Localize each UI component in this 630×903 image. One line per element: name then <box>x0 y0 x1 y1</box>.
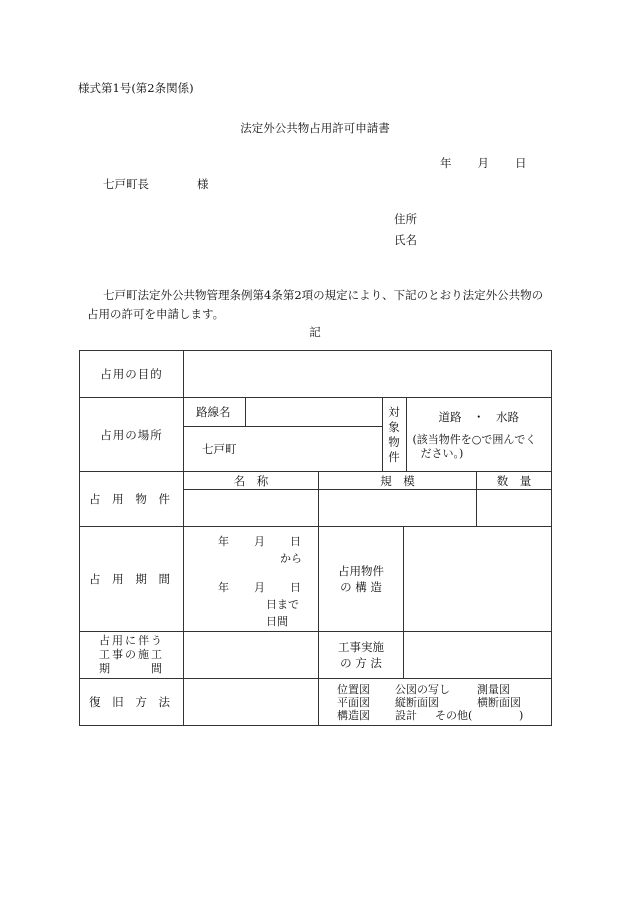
method-label-2: の 方 法 <box>340 656 382 670</box>
structure-label-2: の 構 造 <box>340 580 382 594</box>
period-to-year: 年 <box>218 581 229 594</box>
form-number: 様式第1号(第2条関係) <box>78 81 194 95</box>
restore-field[interactable] <box>184 679 319 726</box>
object-label: 占 用 物 件 <box>80 472 184 527</box>
object-qty-field[interactable] <box>477 490 552 527</box>
address-label: 住所 <box>394 212 417 226</box>
target-char: 対 <box>388 404 400 419</box>
purpose-label: 占用の目的 <box>80 351 184 398</box>
application-table <box>79 350 552 726</box>
method-label <box>319 632 404 679</box>
attachment-item: 横断面図 <box>477 695 521 709</box>
target-object-field[interactable] <box>406 398 551 471</box>
period-from-month: 月 <box>254 535 265 548</box>
location-label: 占用の場所 <box>80 398 184 472</box>
target-note-1: (該当物件を○で囲んでく <box>412 432 537 446</box>
route-name-field[interactable] <box>245 398 382 426</box>
addressee <box>103 176 209 192</box>
ki-heading: 記 <box>309 325 321 339</box>
attachment-item: 位置図 <box>337 682 370 696</box>
period-from-year: 年 <box>218 535 229 548</box>
object-name-field[interactable] <box>184 490 319 527</box>
period-label: 占 用 期 間 <box>80 527 184 632</box>
col-scale-header: 規 模 <box>319 472 477 490</box>
body-text-line-1: 七戸町法定外公共物管理条例第4条第2項の規定により、下記のとおり法定外公共物の <box>103 288 544 302</box>
attachment-item: 平面図 <box>337 695 370 709</box>
period-to-month: 月 <box>254 581 265 594</box>
date-line <box>440 155 527 171</box>
body-text-line-2: 占用の許可を申請します。 <box>87 307 225 321</box>
attachment-item: 測量図 <box>477 682 510 696</box>
col-qty-header: 数 量 <box>477 472 552 490</box>
purpose-field[interactable] <box>184 351 552 398</box>
town-name-field[interactable] <box>184 426 382 471</box>
attachments-row-1 <box>337 683 551 696</box>
town-name: 七戸町 <box>202 441 237 456</box>
date-month: 月 <box>477 156 489 170</box>
location-grid <box>184 398 551 471</box>
attachment-item: 公図の写し <box>395 682 450 696</box>
attachments-list <box>319 679 552 726</box>
construction-period-field[interactable] <box>184 632 319 679</box>
period-until: 日まで <box>266 598 299 611</box>
date-year: 年 <box>440 156 452 170</box>
method-label-1: 工事実施 <box>338 640 384 654</box>
name-label: 氏名 <box>394 233 417 247</box>
period-field[interactable] <box>184 527 319 632</box>
structure-label <box>319 527 404 632</box>
attachment-item: 構造図 <box>337 708 370 722</box>
attachments-row-2 <box>337 696 551 709</box>
construction-period-label <box>80 632 184 679</box>
date-day: 日 <box>515 156 527 170</box>
method-field[interactable] <box>404 632 552 679</box>
addressee-name: 七戸町長 <box>103 177 149 191</box>
period-days: 日間 <box>266 615 288 628</box>
construction-label-3: 期 間 <box>99 662 164 675</box>
attachment-item: ) <box>519 708 524 722</box>
structure-label-1: 占用物件 <box>338 564 384 578</box>
honorific: 様 <box>197 177 209 191</box>
attachment-item: 縦断面図 <box>395 695 439 709</box>
target-options: 道路 ・ 水路 <box>438 409 519 424</box>
period-from: から <box>280 552 302 565</box>
object-scale-field[interactable] <box>319 490 477 527</box>
period-to-day: 日 <box>290 581 301 594</box>
attachment-item: 設計 <box>395 708 417 722</box>
attachments-row-3 <box>337 709 551 722</box>
target-note-2: ださい。) <box>420 446 464 460</box>
col-name-header: 名 称 <box>184 472 319 490</box>
target-object-label <box>382 398 406 471</box>
construction-label-2: 工事の施工 <box>99 648 164 661</box>
target-char: 象 <box>388 419 400 434</box>
route-name-label: 路線名 <box>184 398 245 426</box>
structure-field[interactable] <box>404 527 552 632</box>
target-char: 件 <box>388 449 400 464</box>
construction-label-1: 占用に伴う <box>99 634 164 647</box>
attachment-item: その他( <box>435 708 473 722</box>
document-title: 法定外公共物占用許可申請書 <box>240 121 390 135</box>
restore-label: 復 旧 方 法 <box>80 679 184 726</box>
period-from-day: 日 <box>290 535 301 548</box>
target-char: 物 <box>388 434 400 449</box>
